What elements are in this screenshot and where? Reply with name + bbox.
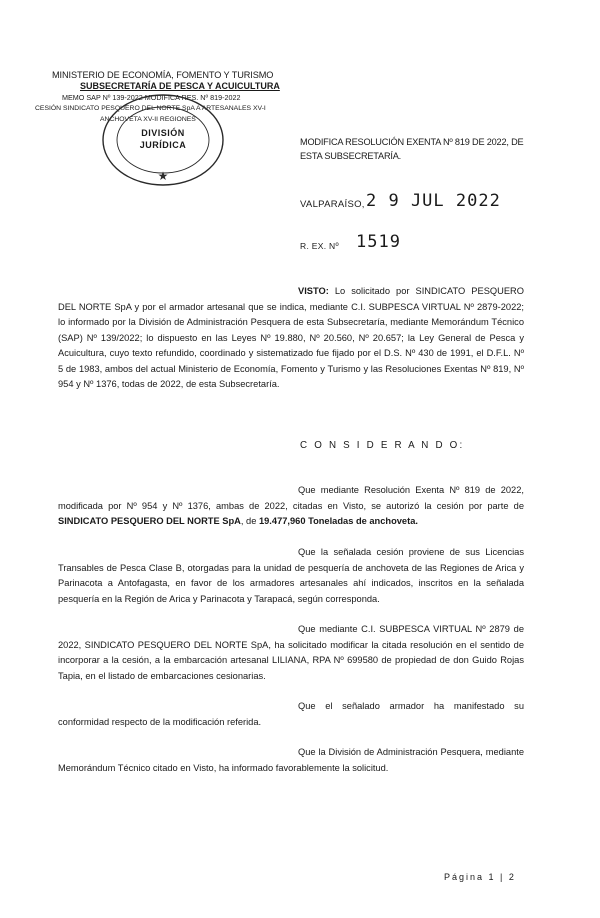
stamp-line-1: DIVISIÓN [141, 128, 185, 138]
svg-text:★: ★ [157, 169, 169, 183]
resolution-reference: MODIFICA RESOLUCIÓN EXENTA Nº 819 DE 2022, DE ESTA SUBSECRETARÍA. [300, 137, 524, 161]
resolution-date: 2 9 JUL 2022 [366, 191, 501, 211]
place-label: VALPARAÍSO, [300, 199, 365, 210]
p1-tonnage: 19.477,960 [258, 516, 306, 526]
stamp-line-2: JURÍDICA [139, 140, 187, 150]
memo-reference: MEMO SAP Nº 139-2022 MODIFICA RES. Nº 819-2022 [62, 93, 241, 102]
visto-paragraph [58, 284, 524, 393]
considerando-paragraph-1 [58, 483, 524, 530]
considerando-heading: C O N S I D E R A N D O: [300, 440, 465, 451]
considerando-paragraph-2: Que la señalada cesión proviene de sus Licencias Transables de Pesca Clase B, otorgadas para la unidad de pesquería de anchoveta de las Regiones de Arica y Parinacota a Antofagasta, en favor de los armadores artesanales ahí indicados, inscritos en la señalada pesquería en la Región de Arica y Parinacota y Tarapacá, según corresponda. [58, 547, 524, 604]
subsecretaria-name: SUBSECRETARÍA DE PESCA Y ACUICULTURA [80, 81, 280, 91]
p1-text-e: Toneladas de anchoveta. [305, 516, 418, 526]
cesion-reference: CESIÓN SINDICATO PESQUERO DEL NORTE SpA A ARTESANALES XV-I [35, 105, 266, 112]
considerando-paragraph-5: Que la División de Administración Pesquera, mediante Memorándum Técnico citado en Visto, ha informado favorablemente la solicitud. [58, 747, 524, 773]
division-juridica-stamp [100, 92, 226, 188]
visto-label: VISTO: [298, 286, 329, 296]
p1-text-c: , de [240, 516, 259, 526]
page-number: Página 1 | 2 [444, 872, 516, 882]
resolution-number: 1519 [356, 232, 401, 252]
considerando-paragraph-3: Que mediante C.I. SUBPESCA VIRTUAL Nº 2879 de 2022, SINDICATO PESQUERO DEL NORTE SpA, ha solicitado modificar la citada resolución en el sentido de incorporar a la cesión, a la embarcación artesanal LILIANA, RPA Nº 699580 de propiedad de don Guido Rojas Tapia, en el listado de embarcaciones cesionarias. [58, 624, 524, 681]
p1-company: SINDICATO PESQUERO DEL NORTE SpA [58, 516, 241, 526]
resolution-label: R. EX. Nº [300, 241, 339, 251]
anchoveta-reference: ANCHOVETA XV-II REGIONES [100, 116, 196, 123]
p1-text-a: Que mediante Resolución Exenta Nº 819 de 2022, modificada por Nº 954 y Nº 1376, ambas de 2022, citadas en Visto, se autorizó la cesión por parte de [58, 485, 524, 511]
considerando-paragraph-4: Que el señalado armador ha manifestado su conformidad respecto de la modificación referida. [58, 701, 524, 727]
ministry-name: MINISTERIO DE ECONOMÍA, FOMENTO Y TURISMO [52, 70, 274, 80]
visto-text: Lo solicitado por SINDICATO PESQUERO DEL NORTE SpA y por el armador artesanal que se indica, mediante C.I. SUBPESCA VIRTUAL Nº 2879-2022; lo informado por la División de Administración Pesquera de esta Subsecretaría, mediante Memorándum Técnico (SAP) Nº 139/2022; lo dispuesto en las Leyes Nº 19.880, Nº 20.560, Nº 20.657; la Ley General de Pesca y Acuicultura, cuyo texto refundido, coordinado y sistematizado fue fijado por el D.S. Nº 430 de 1991, el D.F.L. Nº 5 de 1983, ambos del actual Ministerio de Economía, Fomento y Turismo y las Resoluciones Exentas Nº 819, Nº 954 y Nº 1376, todas de 2022, de esta Subsecretaría. [58, 286, 524, 389]
